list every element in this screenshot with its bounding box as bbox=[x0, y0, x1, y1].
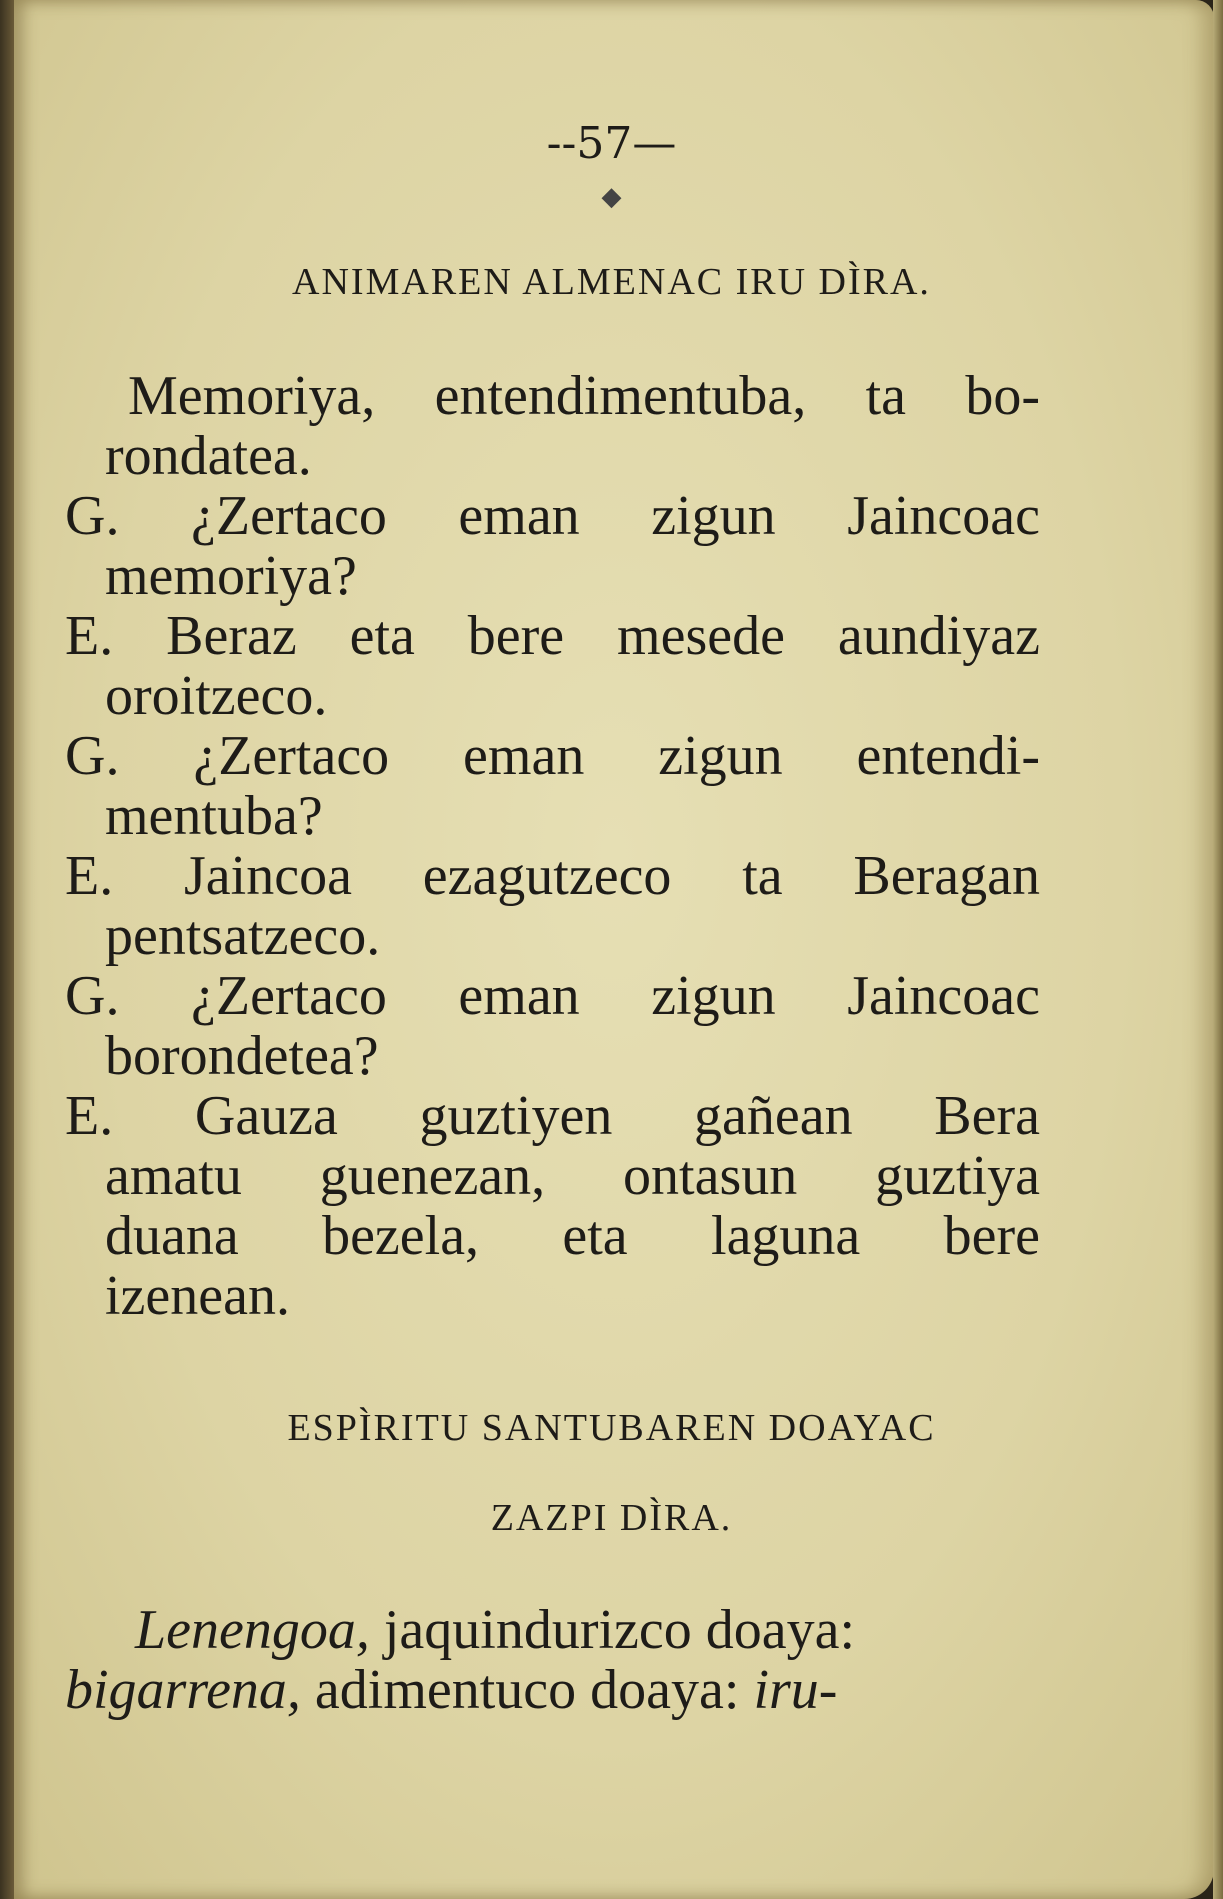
italic-term: bigarrena, bbox=[65, 1659, 301, 1721]
text-line: memoriya? bbox=[105, 545, 357, 607]
text-line: amatu guenezan, ontasun guztiya bbox=[105, 1145, 1040, 1207]
text-line: pentsatzeco. bbox=[105, 905, 381, 967]
text-line: rondatea. bbox=[105, 425, 312, 487]
text-line: E. Jaincoa ezagutzeco ta Beragan bbox=[65, 845, 1040, 907]
page-number: --57— bbox=[546, 118, 677, 169]
ornament-icon: ◆ bbox=[601, 182, 622, 212]
text-line: G. ¿Zertaco eman zigun Jaincoac bbox=[65, 965, 1040, 1027]
text-line: mentuba? bbox=[105, 785, 323, 847]
text-line: oroitzeco. bbox=[105, 665, 328, 727]
text-line bbox=[135, 1600, 1223, 1660]
text-line: E. Gauza guztiyen gañean Bera bbox=[65, 1085, 1040, 1147]
italic-term: Lenengoa, bbox=[135, 1599, 370, 1661]
section-heading-soul-powers: ANIMAREN ALMENAC IRU DÌRA. bbox=[292, 261, 931, 303]
section-heading-seven: ZAZPI DÌRA. bbox=[490, 1497, 733, 1539]
text-line bbox=[65, 1660, 1223, 1720]
italic-term: iru- bbox=[753, 1659, 838, 1721]
text-line: G. ¿Zertaco eman zigun entendi- bbox=[65, 725, 1040, 787]
text-line: E. Beraz eta bere mesede aundiyaz bbox=[65, 605, 1040, 667]
text-span: adimentuco doaya: bbox=[300, 1659, 754, 1721]
text-line: Memoriya, entendimentuba, ta bo- bbox=[128, 365, 1040, 427]
text-line: G. ¿Zertaco eman zigun Jaincoac bbox=[65, 485, 1040, 547]
text-line: izenean. bbox=[105, 1265, 290, 1327]
text-line: borondetea? bbox=[105, 1025, 379, 1087]
text-line: duana bezela, eta laguna bere bbox=[105, 1205, 1040, 1267]
section-heading-holy-spirit-gifts: ESPÌRITU SANTUBAREN DOAYAC bbox=[287, 1407, 936, 1449]
text-span: jaquindurizco doaya: bbox=[369, 1599, 856, 1661]
